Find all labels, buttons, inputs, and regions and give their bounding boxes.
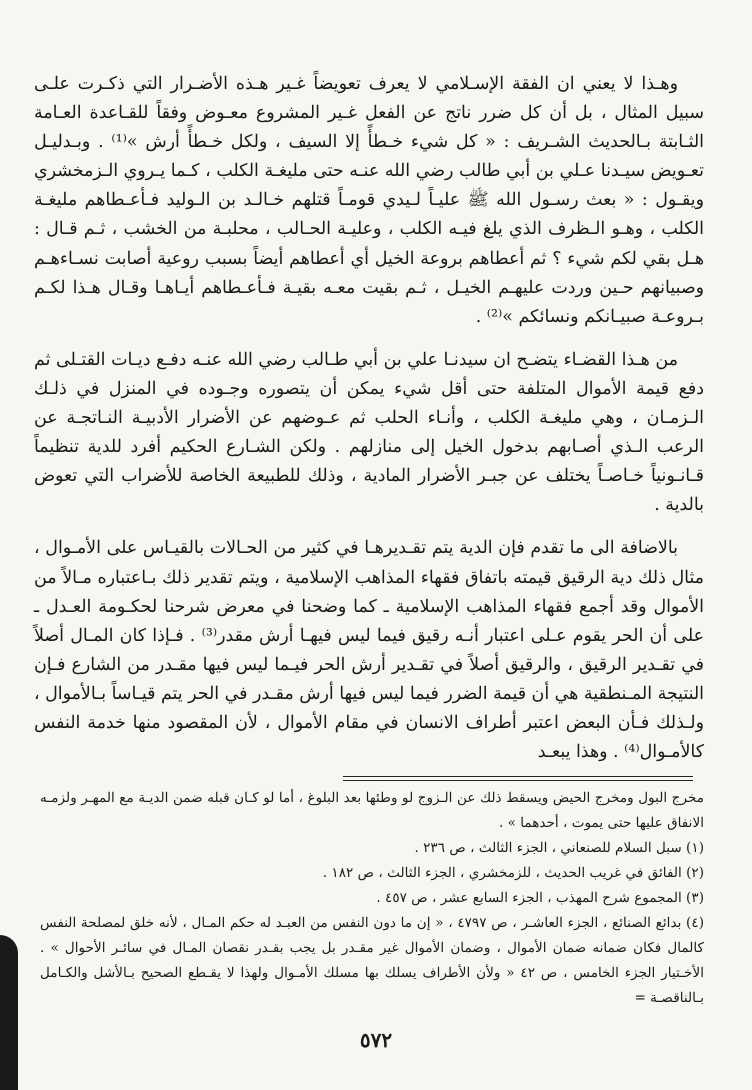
- footnote-divider: [343, 776, 693, 777]
- footnote-continued: مخرج البول ومخرج الحيض ويسقط ذلك عن الـزوج لو وطئها بعد البلوغ ، أما لو كـان قبله ضمن الديـة مع المهـر ولزمـه الانفاق عليها حتى يموت ، أحدهما » .: [40, 790, 704, 831]
- footnote-4: (٤) بدائع الصنائع ، الجزء العاشـر ، ص ٤٧٩٧ ، « إن ما دون النفس من العبـد له حكم المـال ، لأنه خلق لمصلحة النفس كالمال فكان ضمانه ضمان الأموال ، وضمان الأموال غير مقـدر بل يجب بقـدر نقصان المـال في سائـر الأحوال » . الأخـتيار الجزء الخامس ، ص ٤٢ « ولأن الأطراف يسلك بها مسلك الأمـوال ولهذا لا يقـطع الصحيح بـالأشل والكـامل بـالناقصـة =: [40, 915, 704, 1006]
- footnote-1: (١) سبل السلام للصنعاني ، الجزء الثالث ، ص ٢٣٦ .: [414, 840, 704, 856]
- paragraph-3: بالاضافة الى ما تقدم فإن الدية يتم تقـديرهـا في كثير من الحـالات بالقيـاس على الأمـوال ، مثال ذلك دية الرقيق قيمته باتفاق فقهاء المذاهب الإسلامية ، ويتم تقدير ذلك بـاعتباره مـالاً من الأموال وقد أجمع فقهاء المذاهب الإسلامية ـ كما وضحنا في معرض شرحنا لحكـومة العـدل ـ على أن الحر يقوم عـلى اعتبار أنـه رقيق فيما ليس فيهـا أرش مقدر⁽³⁾ . فـإذا كان المـال أصلاً في تقـدير الرقيق ، والرقيق أصلاً في تقـدير أرش الحر فيـما ليس فيها مقـدر من الشارع فـإن النتيجة المـنطقية هي أن قيمة الضرر فيما ليس فيها أرش مقـدر في الحر يتم قيـاساً بـالأموال ، ولـذلك فـأن البعض اعتبر أطراف الانسان في مقام الأموال ، لأن المقصود منها خدمة النفس كالأمـوال⁽⁴⁾ . وهذا يبعـد: [34, 538, 705, 763]
- footnotes: [40, 786, 704, 1011]
- page-number: ٥٧٢: [359, 1028, 393, 1052]
- scan-edge-shadow: [0, 935, 18, 1090]
- paragraph-1: وهـذا لا يعني ان الفقة الإسـلامي لا يعرف تعويضاً غـير هـذه الأضـرار التي ذكـرت علـى سبيل المثال ، بل أن كل ضرر ناتج عن الفعل غـير المشروع معـوض وفقاً للقـاعدة العـامة الثـابتة بـالحديث الشـريف : « كل شيء خـطأً إلا السيف ، ولكل خـطأً أرش »⁽¹⁾ . وبـدليـل تعـويض سيـدنا عـلي بن أبي طالب رضي الله عنـه حتى مليغـة الكلب ، كـما يـروي الـزمخشري ويقـول : « بعث رسـول الله ﷺ عليـاً لـيدي قومـاً قتلهم خـالـد بن الـوليد فـأعـطاهم مليغـة الكلب ، وهـو الـظرف الذي يلغ فيـه الكلب ، وعليـة الحـالب ، محلبـة من الخشب ، ثـم قـال : هـل بقي لكم شيء ؟ ثم أعطاهم بروعة الخيل أي أعطاهم أيضاً بسبب روعية أصابت نسـاءهـم وصبيانهم حـين وردت عليهـم الخيـل ، ثـم بقيت معـه بقيـة فـأعـطاهم أيـاهـا وقـال هـذا لكـم بـروعـة صبيـانكم ونسائكم »⁽²⁾ .: [34, 74, 704, 327]
- main-text: [34, 70, 704, 781]
- footnote-2: (٢) الفائق في غريب الحديث ، للزمخشري ، الجزء الثالث ، ص ١٨٢ .: [322, 865, 704, 881]
- paragraph-2: من هـذا القضـاء يتضـح ان سيدنـا علي بن أبي طـالب رضي الله عنـه دفـع ديـات القتـلى ثم دفع قيمة الأموال المتلفة حتى أقل شيء يمكن أن يتصوره وجـوده في المنزل في ذلـك الـزمـان ، وهي مليغـة الكلب ، وأنـاء الحلب ثم عـوضهم عن الأضرار الأدبيـة النـاتجـة عن الرعب الـذي أصـابهم بدخول الخيل إلى منازلهم . ولكن الشـارع الحكيم أفرد للدية تنظيماً قـانـونياً خـاصـاً يختلف عن جبـر الأضرار المادية ، وذلك للطبيعة الخاصة للأضراب التي تعوض بالدية .: [34, 349, 704, 516]
- footnote-3: (٣) المجموع شرح المهذب ، الجزء السابع عشر ، ص ٤٥٧ .: [376, 890, 704, 906]
- footnote-divider-thin: [343, 780, 693, 781]
